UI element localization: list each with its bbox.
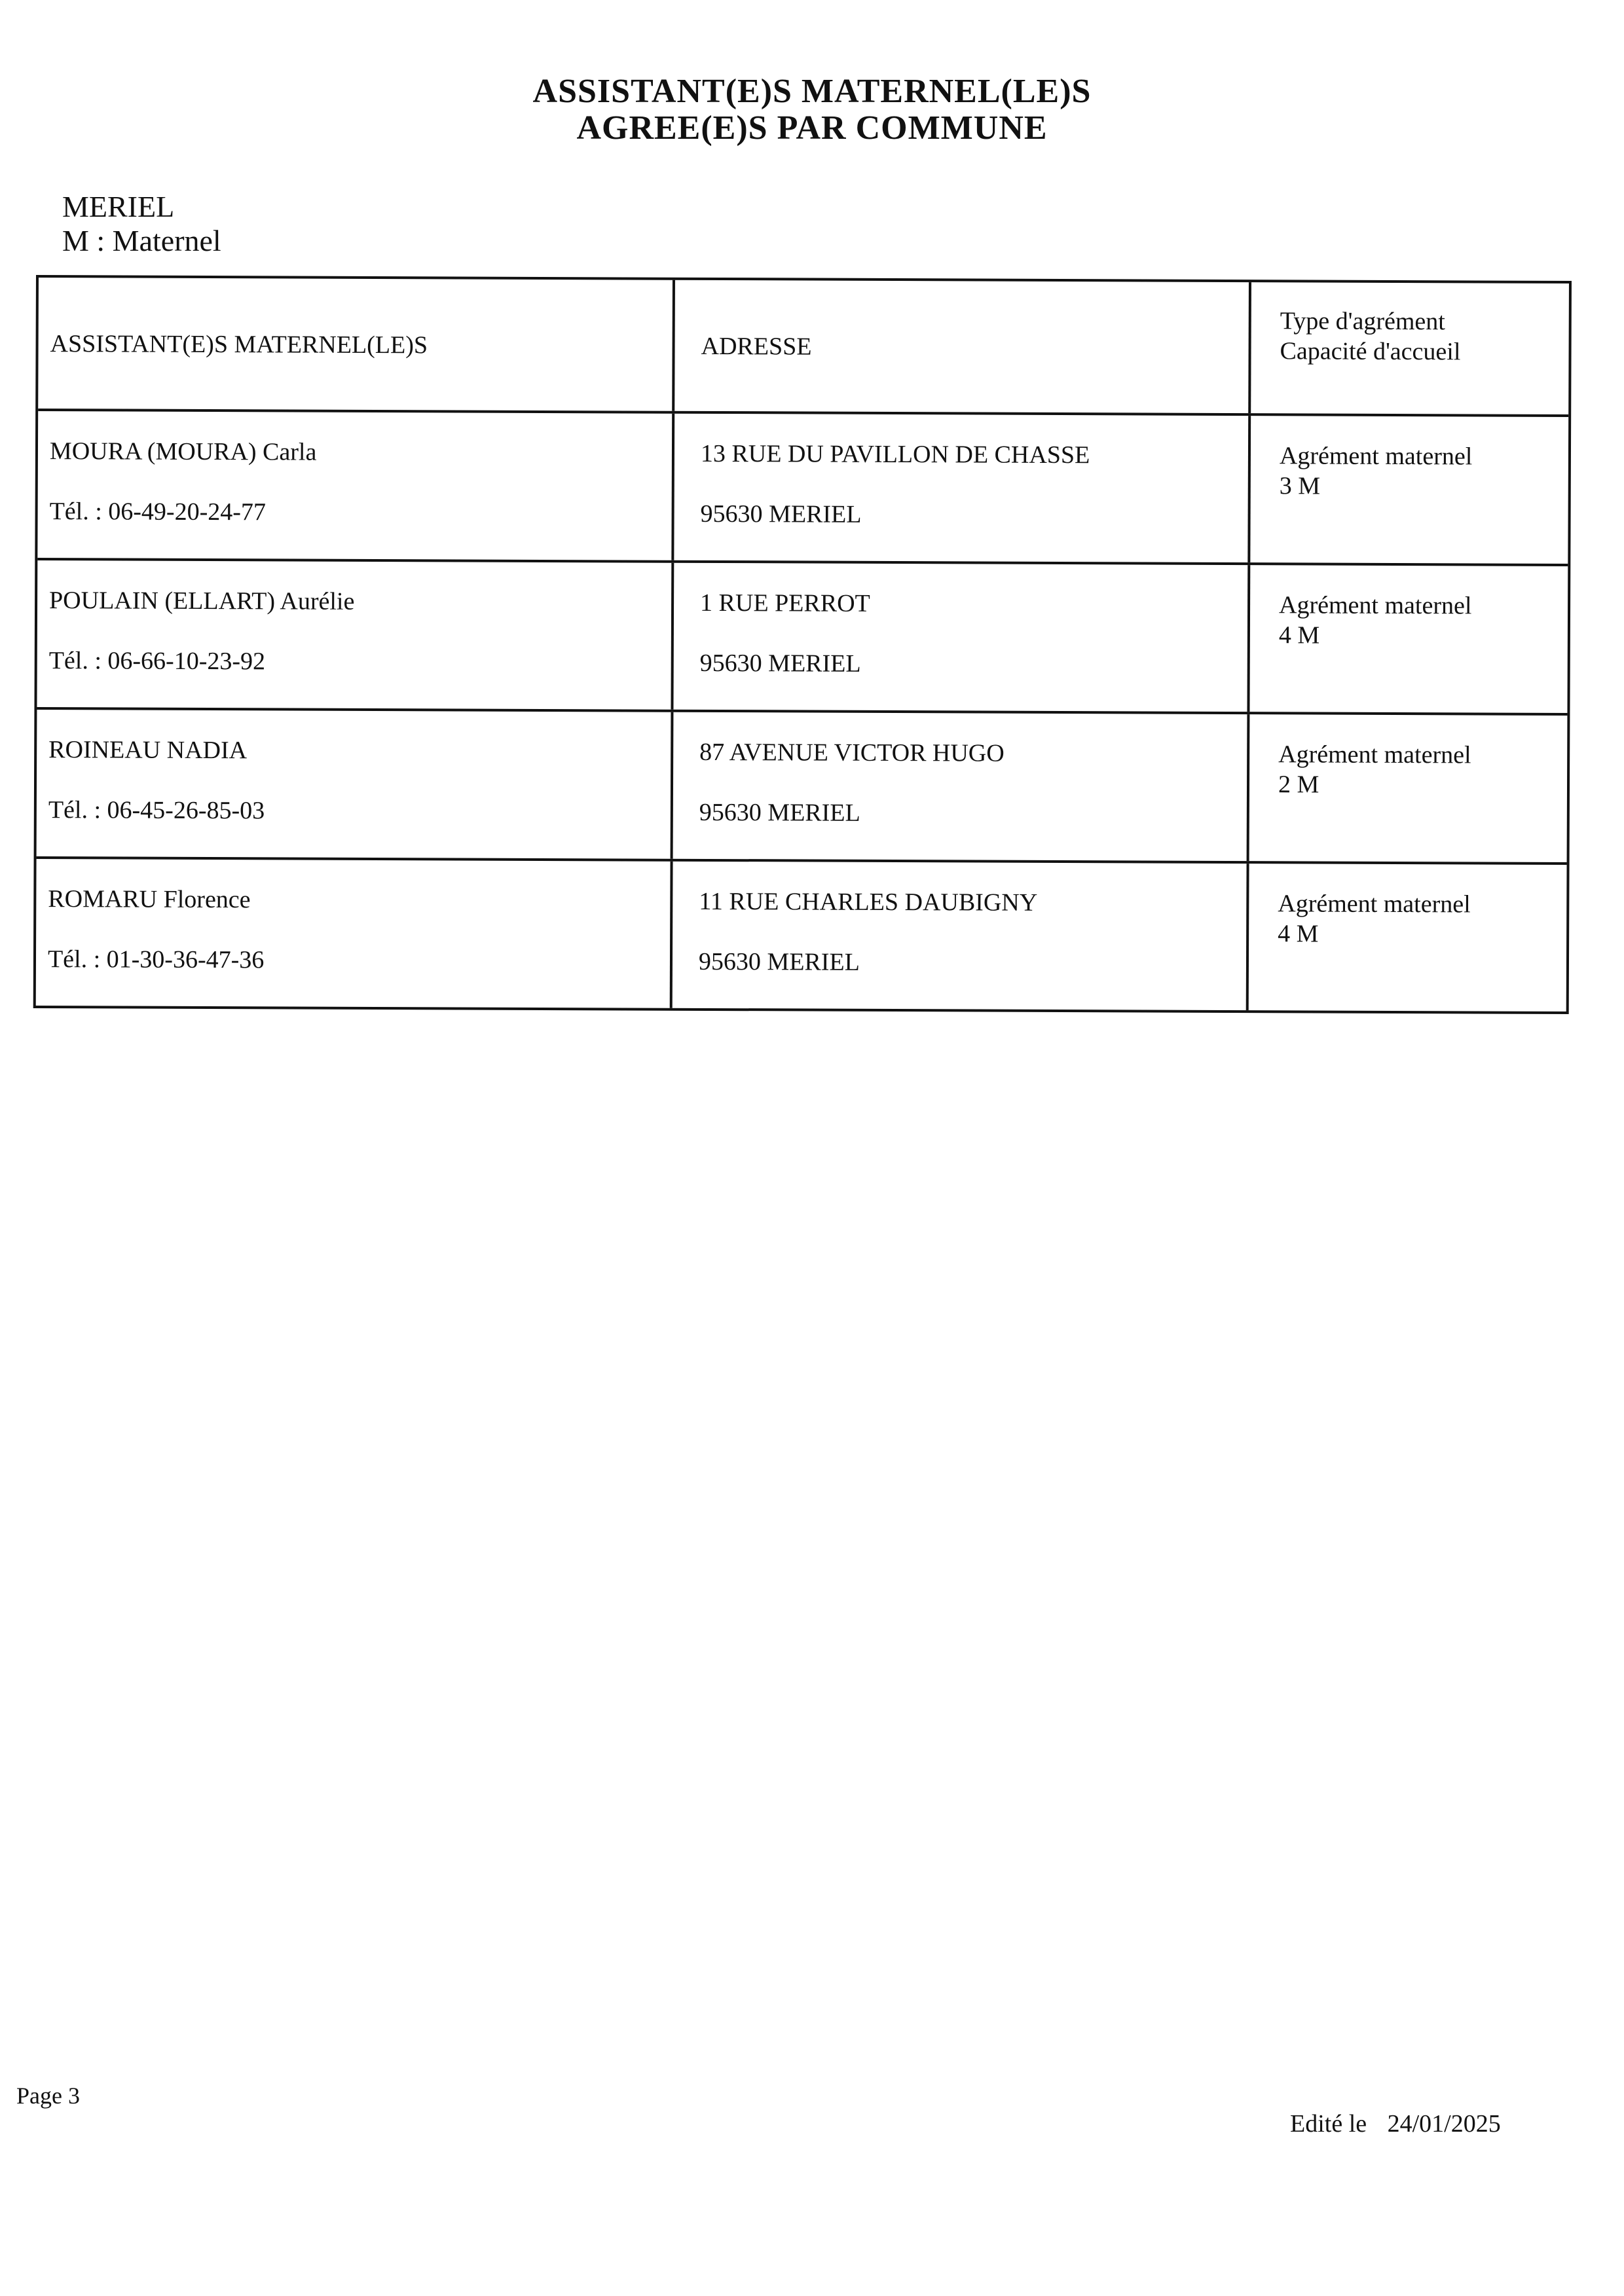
agreement-cell — [1250, 416, 1568, 564]
assistant-cell — [36, 859, 673, 1008]
address-street: 11 RUE CHARLES DAUBIGNY — [699, 887, 1038, 917]
edition-date-value: 24/01/2025 — [1387, 2110, 1501, 2138]
commune-block — [62, 190, 221, 258]
edition-label: Edité le — [1290, 2110, 1367, 2138]
commune-legend: M : Maternel — [62, 224, 221, 257]
header-agreement — [1251, 282, 1569, 414]
header-address: ADRESSE — [674, 280, 1251, 413]
address-city: 95630 MERIEL — [700, 500, 862, 528]
address-city: 95630 MERIEL — [699, 649, 861, 678]
address-city: 95630 MERIEL — [698, 947, 860, 976]
document-title — [0, 73, 1624, 147]
assistant-phone: Tél. : 01-30-36-47-36 — [47, 945, 265, 974]
agreement-cell — [1249, 864, 1567, 1011]
table-header-row — [38, 278, 1569, 414]
assistant-phone: Tél. : 06-45-26-85-03 — [48, 796, 265, 825]
assistant-phone: Tél. : 06-66-10-23-92 — [48, 647, 266, 676]
table-row — [37, 707, 1568, 862]
agreement-capacity: 2 M — [1278, 771, 1320, 799]
assistant-name: ROMARU Florence — [48, 885, 251, 914]
header-agreement-type: Type d'agrément — [1280, 307, 1445, 336]
address-cell — [673, 712, 1250, 861]
header-assistants: ASSISTANT(E)S MATERNEL(LE)S — [38, 278, 675, 411]
assistant-name: MOURA (MOURA) Carla — [49, 437, 317, 466]
address-city: 95630 MERIEL — [699, 798, 860, 827]
address-cell — [674, 414, 1251, 562]
agreement-type: Agrément maternel — [1279, 442, 1473, 471]
header-capacity: Capacité d'accueil — [1280, 337, 1461, 366]
address-street: 13 RUE DU PAVILLON DE CHASSE — [700, 439, 1090, 469]
table-row — [37, 558, 1568, 713]
assistant-cell — [37, 411, 674, 560]
address-street: 1 RUE PERROT — [700, 589, 870, 617]
agreement-type: Agrément maternel — [1278, 890, 1471, 919]
agreement-cell — [1249, 565, 1568, 713]
title-line-1: ASSISTANT(E)S MATERNEL(LE)S — [532, 73, 1092, 110]
assistants-table — [33, 275, 1572, 1014]
agreement-cell — [1249, 714, 1568, 862]
table-row — [36, 856, 1567, 1011]
table-row — [37, 409, 1568, 564]
page-number: Page 3 — [16, 2083, 80, 2109]
agreement-capacity: 4 M — [1278, 621, 1320, 649]
commune-name: MERIEL — [62, 190, 175, 223]
assistant-phone: Tél. : 06-49-20-24-77 — [49, 498, 267, 526]
title-line-2: AGREE(E)S PAR COMMUNE — [576, 109, 1048, 147]
agreement-type: Agrément maternel — [1278, 591, 1472, 620]
agreement-capacity: 4 M — [1278, 920, 1319, 948]
address-street: 87 AVENUE VICTOR HUGO — [699, 738, 1005, 767]
assistant-cell — [37, 710, 674, 859]
address-cell — [673, 563, 1250, 712]
agreement-type: Agrément maternel — [1278, 740, 1471, 769]
assistant-name: POULAIN (ELLART) Aurélie — [49, 587, 355, 615]
assistant-cell — [37, 560, 674, 710]
address-cell — [673, 862, 1249, 1010]
edition-date — [1290, 2109, 1501, 2138]
assistant-name: ROINEAU NADIA — [48, 736, 248, 765]
agreement-capacity: 3 M — [1279, 472, 1321, 500]
